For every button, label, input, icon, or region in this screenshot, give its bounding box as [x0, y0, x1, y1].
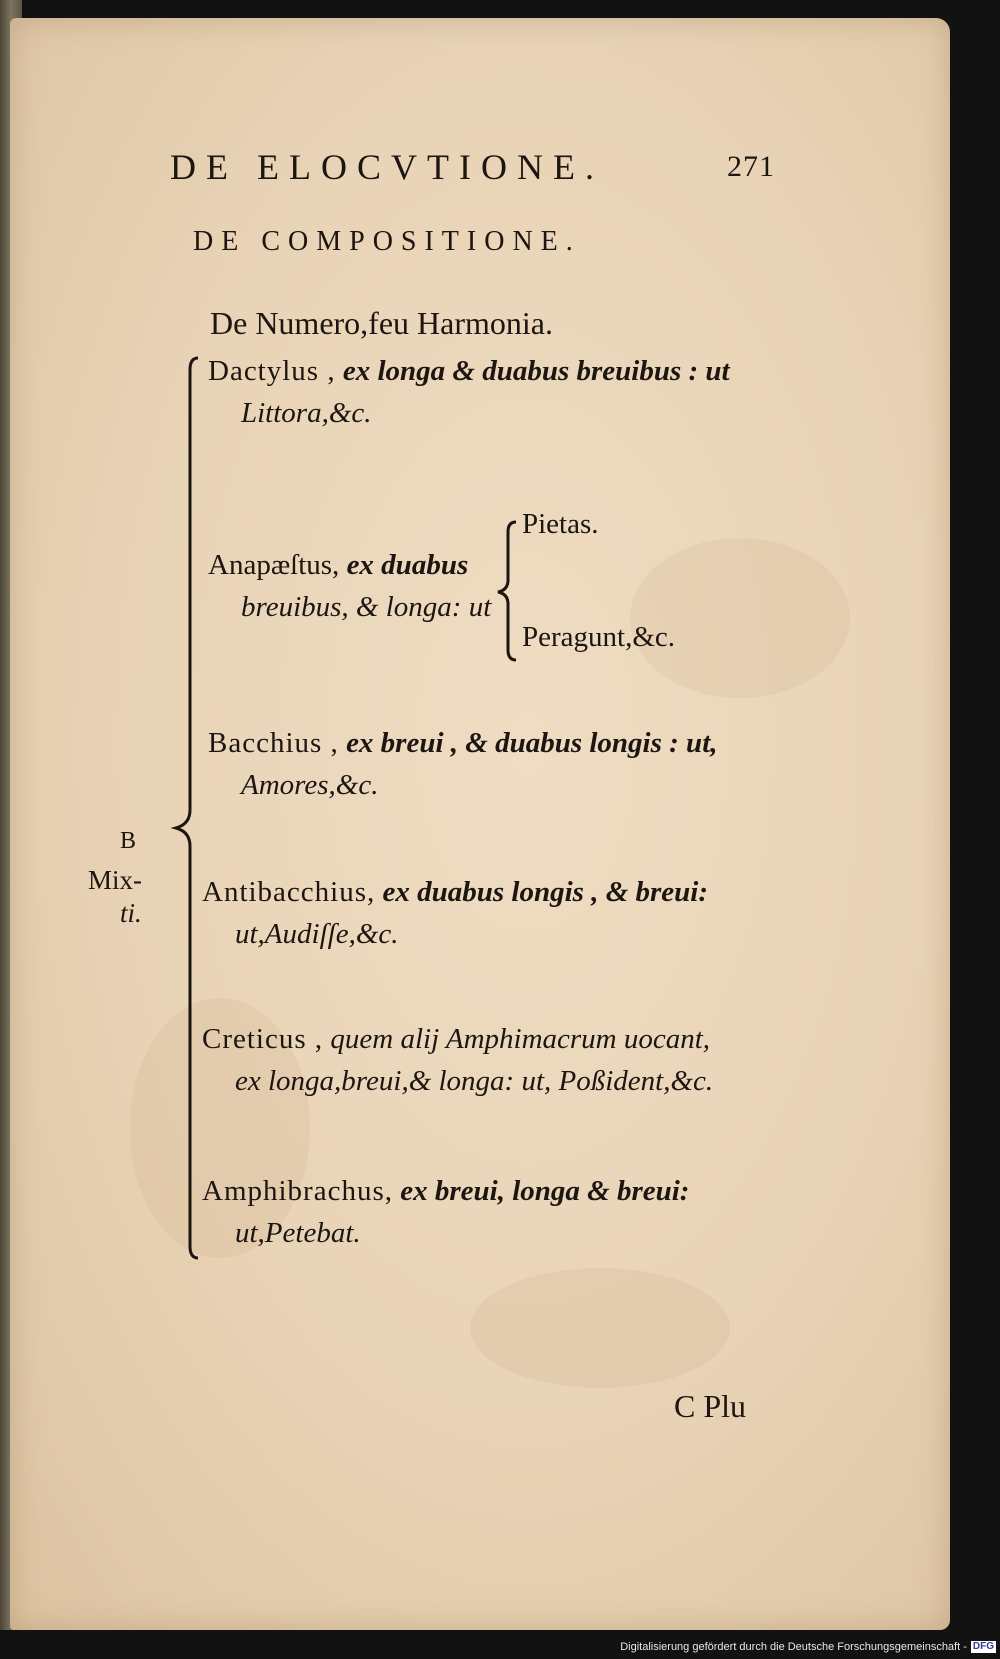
- side-label-word-end: ti.: [120, 898, 142, 928]
- entry-desc: ex duabus longis , & breui:: [382, 876, 709, 908]
- chapter-title: DE COMPOSITIONE.: [193, 226, 581, 257]
- catchword: C Plu: [674, 1388, 747, 1424]
- running-head: DE ELOCVTIONE.: [170, 147, 604, 187]
- entry-desc: ex breui, longa & breui:: [400, 1175, 690, 1207]
- anapaestus-line-2: breuibus, & longa: ut: [241, 591, 492, 623]
- entry-name: Anapæſtus,: [208, 549, 340, 581]
- anapaestus-example: Pietas.: [522, 508, 599, 540]
- paper-stain: [630, 538, 850, 698]
- credit-text: Digitalisierung gefördert durch die Deutsche Forschungsgemeinschaft -: [620, 1641, 967, 1653]
- book-page: [10, 18, 950, 1630]
- entry-creticus: [202, 1018, 762, 1102]
- entry-name: Bacchius ,: [208, 727, 339, 759]
- entry-desc: ex longa & duabus breuibus : ut: [342, 355, 730, 387]
- entry-name: Antibacchius,: [202, 876, 376, 908]
- entry-desc: ex breui , & duabus longis : ut,: [346, 727, 718, 759]
- entry-name: Amphibrachus,: [202, 1175, 393, 1207]
- anapaestus-line-1: [208, 544, 468, 586]
- entry-name: Dactylus ,: [208, 355, 336, 387]
- entry-name: Creticus ,: [202, 1023, 324, 1055]
- entry-example: ut,Audiſſe,&c.: [235, 918, 399, 950]
- main-brace: [160, 348, 210, 1268]
- entry-dactylus: [208, 350, 768, 434]
- paper-stain: [470, 1268, 730, 1388]
- entry-example: ex longa,breui,& longa: ut, Poßident,&c.: [235, 1065, 714, 1097]
- entry-amphibrachus: [202, 1170, 762, 1254]
- section-title: De Numero,feu Harmonia.: [210, 305, 553, 341]
- entry-antibacchius: [202, 871, 762, 955]
- entry-example: ut,Petebat.: [235, 1217, 361, 1249]
- digitization-credit: [620, 1641, 996, 1653]
- side-label-word: Mix-: [88, 865, 142, 895]
- entry-desc: ex duabus: [346, 549, 469, 581]
- entry-example: Littora,&c.: [241, 397, 372, 429]
- entry-desc: quem alij Amphimacrum uocant,: [330, 1023, 711, 1055]
- entry-example: Amores,&c.: [241, 769, 379, 801]
- page-number: 271: [727, 150, 775, 183]
- entry-bacchius: [208, 722, 768, 806]
- anapaestus-example: Peragunt,&c.: [522, 621, 676, 653]
- dfg-logo: DFG: [972, 1641, 994, 1652]
- side-label-letter: B: [120, 828, 137, 854]
